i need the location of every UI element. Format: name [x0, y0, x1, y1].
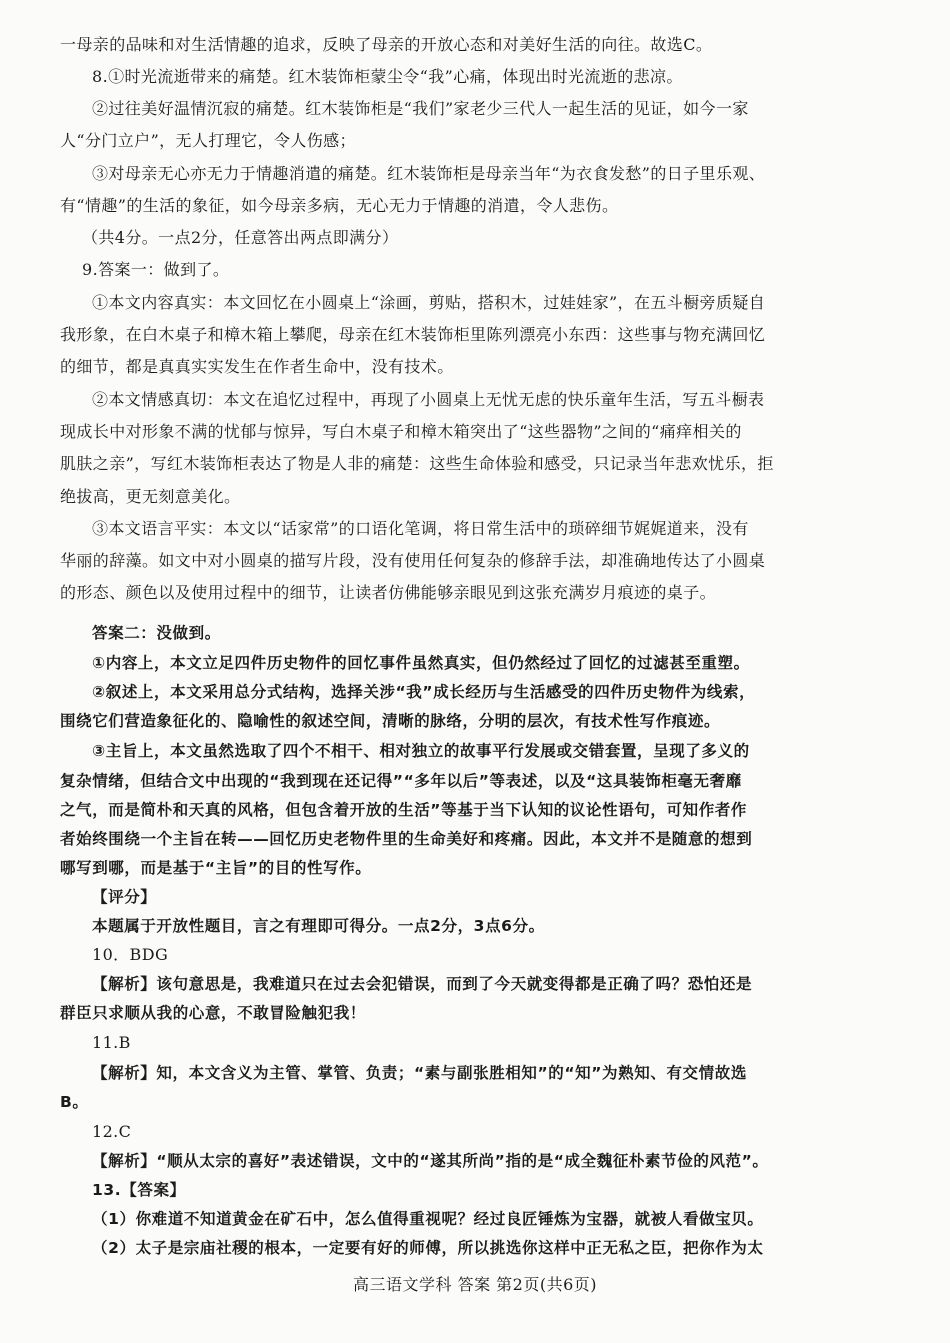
text-line: 的细节，都是真真实实发生在作者生命中，没有技术。	[60, 357, 454, 376]
text-line: ①本文内容真实：本文回忆在小圆桌上“涂画，剪贴，搭积木，过娃娃家”，在五斗橱旁质疑自	[92, 293, 766, 312]
text-line: 答案二：没做到。	[92, 624, 221, 642]
text-line: 哪写到哪，而是基于“主旨”的目的性写作。	[60, 859, 372, 877]
page-footer: 高三语文学科 答案 第2页(共6页)	[352, 1275, 598, 1294]
text-line: B。	[60, 1093, 89, 1111]
text-line: 围绕它们营造象征化的、隐喻性的叙述空间，清晰的脉络，分明的层次，有技术性写作痕迹。	[60, 712, 721, 730]
text-line: 之气，而是简朴和天真的风格，但包含着开放的生活”等基于当下认知的议论性语句，可知作者作	[60, 801, 747, 819]
text-line: 华丽的辞藻。如文中对小圆桌的描写片段，没有使用任何复杂的修辞手法，却准确地传达了小圆桌	[60, 551, 766, 570]
text-line: ③主旨上，本文虽然选取了四个不相干、相对独立的故事平行发展或交错套置，呈现了多义的	[92, 742, 750, 760]
text-line: 【解析】“顺从太宗的喜好”表述错误，文中的“遂其所尚”指的是“成全魏征朴素节俭的风范”。	[92, 1152, 769, 1170]
text-line: ①内容上，本文立足四件历史物件的回忆事件虽然真实，但仍然经过了回忆的过滤甚至重塑。	[92, 654, 750, 672]
text-line: 肌肤之亲”，写红木装饰柜表达了物是人非的痛楚：这些生命体验和感受，只记录当年悲欢忧乐，拒	[60, 454, 774, 473]
text-line: 【解析】该句意思是，我难道只在过去会犯错误，而到了今天就变得都是正确了吗？恐怕还是	[92, 975, 753, 993]
question-number: 10．BDG	[92, 945, 169, 964]
text-line: 群臣只求顺从我的心意，不敢冒险触犯我！	[60, 1004, 366, 1022]
question-number: 12.C	[92, 1122, 132, 1141]
text-line: 绝拔高，更无刻意美化。	[60, 487, 241, 506]
text-line: 现成长中对形象不满的忧郁与惊异，写白木桌子和樟木箱突出了“这些器物”之间的“痛痒相关的	[60, 422, 742, 441]
text-line: 者始终围绕一个主旨在转——回忆历史老物件里的生命美好和疼痛。因此，本文并不是随意的想到	[60, 830, 753, 848]
text-line: （2）太子是宗庙社稷的根本，一定要有好的师傅，所以挑选你这样中正无私之臣，把你作为太	[92, 1239, 764, 1257]
text-line: （1）你难道不知道黄金在矿石中，怎么值得重视呢？经过良匠锤炼为宝器，就被人看做宝贝。	[92, 1210, 764, 1228]
text-line: ②叙述上，本文采用总分式结构，选择关涉“我”成长经历与生活感受的四件历史物件为线索，	[92, 683, 756, 701]
text-line: ③本文语言平实：本文以“话家常”的口语化笔调，将日常生活中的琐碎细节娓娓道来，没有	[92, 519, 749, 538]
section-heading: 13.【答案】	[92, 1181, 186, 1199]
question-number: 11.B	[92, 1033, 131, 1052]
text-line: 【解析】知，本文含义为主管、掌管、负责；“素与副张胜相知”的“知”为熟知、有交情故选	[92, 1064, 747, 1082]
text-line: ②本文情感真切：本文在追忆过程中，再现了小圆桌上无忧无虑的快乐童年生活，写五斗橱表	[92, 390, 765, 409]
text-line: 8.①时光流逝带来的痛楚。红木装饰柜蒙尘令“我”心痛，体现出时光流逝的悲凉。	[92, 67, 683, 86]
text-line: 人“分门立户”，无人打理它，令人伤感；	[60, 131, 356, 150]
text-line: 我形象，在白木桌子和樟木箱上攀爬，母亲在红木装饰柜里陈列漂亮小东西：这些事与物充满回忆	[60, 325, 766, 344]
text-line: ③对母亲无心亦无力于情趣消遣的痛楚。红木装饰柜是母亲当年“为衣食发愁”的日子里乐观、	[92, 164, 766, 183]
text-line: 复杂情绪，但结合文中出现的“我到现在还记得”“多年以后”等表述，以及“这具装饰柜毫无奢靡	[60, 772, 742, 790]
text-line: 一母亲的品味和对生活情趣的追求，反映了母亲的开放心态和对美好生活的向往。故选C。	[60, 35, 713, 54]
text-line: 有“情趣”的生活的象征，如今母亲多病，无心无力于情趣的消遣，令人悲伤。	[60, 196, 619, 215]
text-line: 的形态、颜色以及使用过程中的细节，让读者仿佛能够亲眼见到这张充满岁月痕迹的桌子。	[60, 583, 717, 602]
text-line: 本题属于开放性题目，言之有理即可得分。一点2分，3点6分。	[92, 917, 545, 935]
text-line: ②过往美好温情沉寂的痛楚。红木装饰柜是“我们”家老少三代人一起生活的见证，如今一家	[92, 99, 749, 118]
text-line: （共4分。一点2分，任意答出两点即满分）	[82, 228, 399, 247]
text-line: 9.答案一：做到了。	[82, 260, 230, 279]
section-heading: 【评分】	[92, 888, 157, 906]
